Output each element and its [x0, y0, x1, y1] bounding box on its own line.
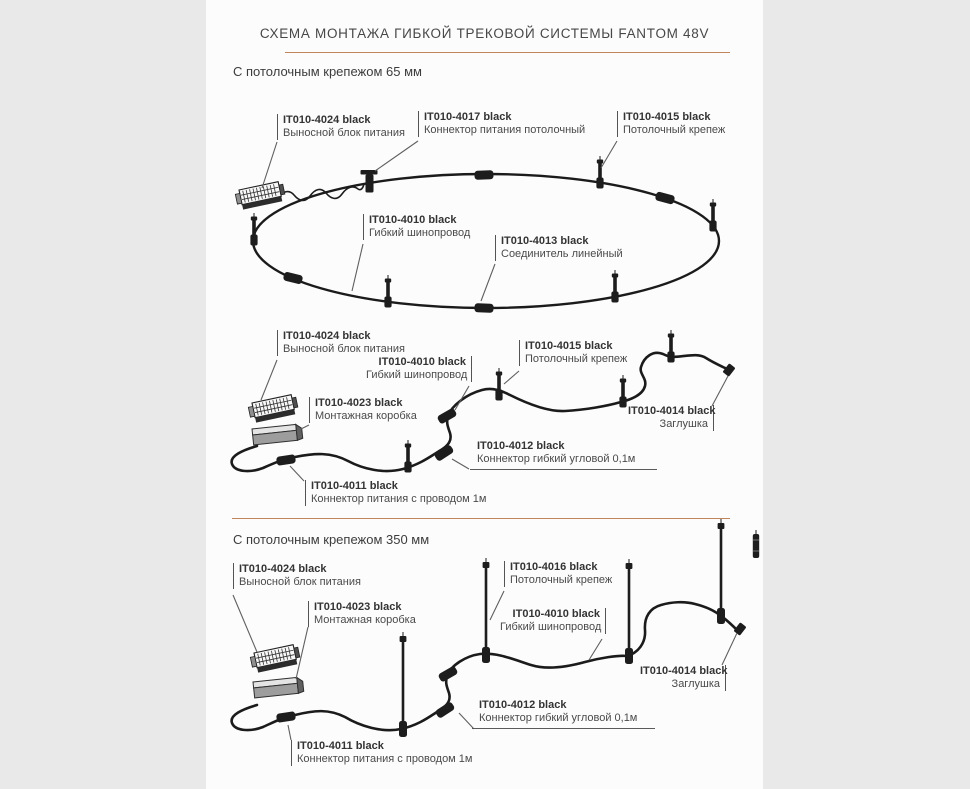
linear-connector-icon [474, 303, 493, 313]
ceiling-mount-65-icon [611, 270, 618, 303]
ceiling-mount-65-icon [667, 330, 674, 363]
mounting-box-icon [253, 677, 304, 698]
label-d3-power-cord-connector [291, 740, 472, 766]
label-d1-flex-track [363, 214, 470, 240]
label-d3-ceiling-mount [504, 561, 612, 587]
linear-connector-icon [474, 170, 493, 180]
linear-connector-icon [655, 191, 676, 205]
label-d3-mounting-box [308, 601, 416, 627]
corner-connector-icon [438, 665, 459, 682]
ceiling-mount-65-icon [619, 375, 626, 408]
power-cable [277, 184, 364, 200]
part-code: IT010-4023 black [315, 397, 403, 409]
part-code: IT010-4012 black [477, 440, 565, 452]
label-d1-linear-connector [495, 235, 623, 261]
power-supply-icon [250, 644, 302, 674]
label-d3-power-supply [233, 563, 361, 589]
part-desc: Коннектор питания с проводом 1м [311, 493, 487, 505]
corner-connector-icon [435, 701, 456, 719]
part-desc: Потолочный крепеж [623, 124, 726, 136]
ceiling-mount-350-icon [717, 519, 725, 624]
page-title: СХЕМА МОНТАЖА ГИБКОЙ ТРЕКОВОЙ СИСТЕМЫ FANTOM 48V [259, 26, 710, 41]
ceiling-mount-65-icon [384, 275, 391, 308]
part-code: IT010-4024 black [239, 563, 327, 575]
ceiling-mount-65-icon [495, 368, 502, 401]
power-connector-cord-icon [276, 454, 296, 466]
part-code: IT010-4014 black [628, 405, 716, 417]
power-supply-icon [235, 181, 287, 211]
label-d2-power-supply [277, 330, 405, 356]
part-code: IT010-4011 black [311, 480, 398, 492]
part-desc: Коннектор питания потолочный [424, 124, 586, 136]
part-desc: Монтажная коробка [315, 410, 417, 422]
linear-connector-icon [283, 271, 304, 284]
ceiling-mount-350-icon [625, 559, 633, 664]
label-d2-mounting-box [309, 397, 417, 423]
part-code: IT010-4023 black [314, 601, 402, 613]
label-d2-flex-track [366, 356, 472, 382]
label-d3-flex-track [500, 608, 606, 634]
part-code: IT010-4010 black [369, 214, 457, 226]
part-desc: Потолочный крепеж [525, 353, 628, 365]
part-desc: Заглушка [659, 418, 708, 430]
section-heading-65mm: С потолочным крепежом 65 мм [233, 64, 422, 79]
diagram-ring-65mm [235, 141, 719, 313]
part-code: IT010-4017 black [424, 111, 512, 123]
label-d2-ceiling-mount [519, 340, 627, 366]
part-code: IT010-4014 black [640, 665, 728, 677]
mounting-box-icon [252, 424, 303, 445]
section-heading-350mm: С потолочным крепежом 350 мм [233, 532, 430, 547]
part-code: IT010-4010 black [512, 608, 600, 620]
end-cap-icon [722, 363, 735, 377]
spare-suspension-icon [753, 530, 759, 558]
part-desc: Гибкий шинопровод [500, 621, 602, 633]
label-d1-ceiling-power-connector [418, 111, 585, 137]
part-desc: Коннектор питания с проводом 1м [297, 753, 473, 765]
label-d3-end-cap [640, 665, 726, 691]
part-code: IT010-4016 black [510, 561, 598, 573]
part-code: IT010-4012 black [479, 699, 567, 711]
label-d2-corner-connector [470, 440, 657, 470]
part-code: IT010-4010 black [378, 356, 466, 368]
label-d1-ceiling-mount [617, 111, 725, 137]
part-desc: Заглушка [671, 678, 720, 690]
part-desc: Потолочный крепеж [510, 574, 613, 586]
part-desc: Монтажная коробка [314, 614, 416, 626]
part-desc: Выносной блок питания [239, 576, 361, 588]
ceiling-mount-65-icon [709, 199, 716, 232]
part-code: IT010-4024 black [283, 330, 371, 342]
power-supply-icon [248, 394, 300, 424]
part-code: IT010-4013 black [501, 235, 589, 247]
label-d1-power-supply [277, 114, 405, 140]
part-code: IT010-4015 black [525, 340, 613, 352]
part-code: IT010-4011 black [297, 740, 384, 752]
part-desc: Выносной блок питания [283, 127, 405, 139]
end-cap-icon [733, 622, 746, 636]
ceiling-mount-65-icon [596, 156, 603, 189]
part-desc: Выносной блок питания [283, 343, 405, 355]
part-desc: Соединитель линейный [501, 248, 623, 260]
part-code: IT010-4024 black [283, 114, 371, 126]
label-d2-end-cap [628, 405, 714, 431]
label-d2-power-cord-connector [305, 480, 486, 506]
ceiling-mount-350-icon [482, 558, 490, 663]
label-d3-corner-connector [472, 699, 655, 729]
part-code: IT010-4015 black [623, 111, 711, 123]
ceiling-mount-65-icon [404, 440, 411, 473]
part-desc: Гибкий шинопровод [369, 227, 471, 239]
ceiling-mount-350-icon [399, 632, 407, 737]
power-connector-cord-icon [276, 711, 296, 723]
part-desc: Коннектор гибкий угловой 0,1м [479, 712, 638, 724]
part-desc: Коннектор гибкий угловой 0,1м [477, 453, 636, 465]
part-desc: Гибкий шинопровод [366, 369, 468, 381]
